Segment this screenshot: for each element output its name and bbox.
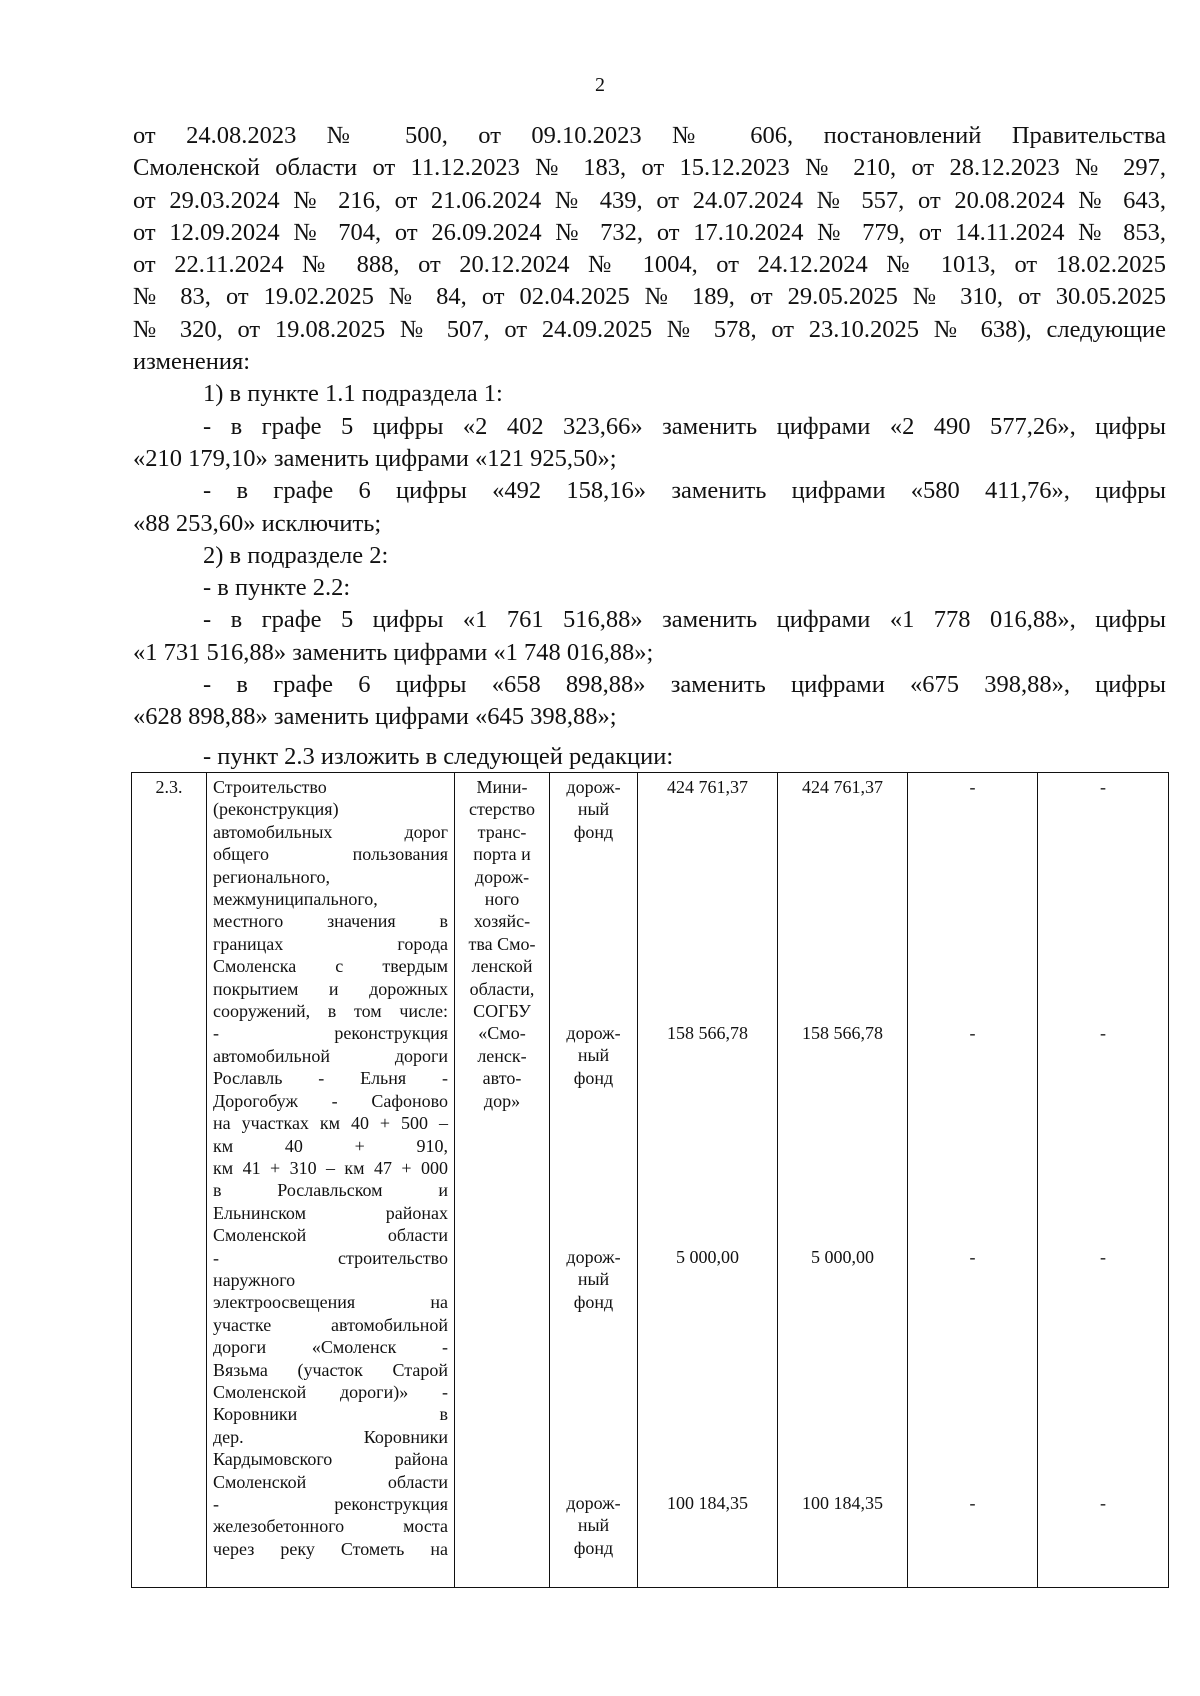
col7-value: - [969, 1493, 976, 1513]
col8-cell [1038, 773, 1169, 1588]
item-1b-line: - в графе 6 цифры «492 158,16» заменить цифрами «580 411,76», цифры [203, 477, 1166, 505]
intro-line: от 29.03.2024 № 216, от 21.06.2024 № 439, от 24.07.2024 № 557, от 20.08.2024 № 643, [133, 186, 1166, 214]
item-2c-line: - пункт 2.3 изложить в следующей редакции: [203, 743, 674, 770]
source-line: ный [577, 799, 610, 820]
source-line: дорож- [566, 1247, 621, 1267]
desc-line: покрытием и дорожных [213, 978, 448, 999]
col5-cell [638, 773, 778, 1588]
col7-value: - [969, 1247, 976, 1267]
source-line: фонд [573, 1537, 614, 1558]
item-2a-line: «1 731 516,88» заменить цифрами «1 748 016,88»; [133, 638, 654, 666]
col5-value: 158 566,78 [667, 1023, 748, 1043]
page-number: 2 [595, 74, 605, 96]
desc-line: наружного [213, 1269, 296, 1290]
desc-line: через реку Стометь на [213, 1538, 448, 1559]
desc-line: Кардымовского района [213, 1449, 448, 1470]
desc-line: - строительство [213, 1247, 448, 1268]
col5-value: 424 761,37 [667, 777, 748, 797]
col7-cell [908, 773, 1038, 1588]
item-2-subheading: - в пункте 2.2: [203, 574, 351, 602]
item-1a-line: «210 179,10» заменить цифрами «121 925,50»; [133, 444, 617, 472]
source-block-2 [556, 1022, 631, 1246]
intro-paragraph [133, 120, 1166, 734]
description-main [213, 776, 448, 1022]
source-line: ный [577, 1269, 610, 1290]
source-block-3 [556, 1246, 631, 1492]
intro-line: Смоленской области от 11.12.2023 № 183, от 15.12.2023 № 210, от 28.12.2023 № 297, [133, 154, 1166, 182]
source-line: ный [577, 1515, 610, 1536]
desc-line: Коровники в [213, 1404, 448, 1425]
item-1b-line: «88 253,60» исключить; [133, 509, 382, 537]
executor-line: ного [484, 889, 520, 910]
desc-line: км 41 + 310 – км 47 + 000 [213, 1157, 448, 1178]
desc-line: электроосвещения на [213, 1292, 448, 1313]
col6-cell [778, 773, 908, 1588]
desc-line: Строительство [213, 777, 327, 797]
desc-line: сооружений, в том числе: [213, 1001, 448, 1022]
executor-line: ленск- [477, 1045, 527, 1066]
col5-value: 5 000,00 [676, 1247, 739, 1267]
executor-line: тва Смо- [468, 933, 536, 954]
item-2a-line: - в графе 5 цифры «1 761 516,88» заменить цифрами «1 778 016,88», цифры [203, 606, 1166, 634]
executor-line: порта и [473, 844, 531, 865]
desc-line: общего пользования [213, 844, 448, 865]
executor-line: области, [469, 978, 535, 999]
desc-line: межмуниципального, [213, 889, 378, 910]
description-cell [207, 773, 455, 1588]
source-line: ный [577, 1045, 610, 1066]
intro-line: изменения: [133, 348, 251, 376]
source-line: дорож- [566, 1023, 621, 1043]
intro-line: от 22.11.2024 № 888, от 20.12.2024 № 1004, от 24.12.2024 № 1013, от 18.02.2025 [133, 251, 1166, 279]
executor-line: Мини- [476, 777, 528, 797]
executor-line: дор» [483, 1090, 521, 1111]
description-sub2 [213, 1247, 448, 1493]
col5-value: 100 184,35 [667, 1493, 748, 1513]
item-1-heading: 1) в пункте 1.1 подраздела 1: [203, 380, 503, 408]
desc-line: участке автомобильной [213, 1314, 448, 1335]
desc-line: дороги «Смоленск - [213, 1337, 448, 1358]
desc-line: в Рославльском и [213, 1180, 448, 1201]
desc-line: (реконструкция) [213, 799, 339, 820]
desc-line: Ельнинском районах [213, 1202, 448, 1223]
col7-value: - [969, 777, 976, 797]
desc-line: Смоленской области [213, 1225, 448, 1246]
desc-line: на участках км 40 + 500 – [213, 1113, 448, 1134]
source-line: фонд [573, 1067, 614, 1088]
desc-line: регионального, [213, 866, 331, 887]
executor-line: СОГБУ [473, 1001, 531, 1022]
executor-line: хозяйс- [473, 911, 531, 932]
desc-line: местного значения в [213, 911, 448, 932]
desc-line: автомобильных дорог [213, 821, 448, 842]
desc-line: - реконструкция [213, 1494, 448, 1514]
intro-line: от 24.08.2023 № 500, от 09.10.2023 № 606, постановлений Правительства [133, 122, 1166, 149]
desc-line: км 40 + 910, [213, 1135, 448, 1156]
desc-line: границах города [213, 933, 448, 954]
table-row [132, 773, 1169, 1588]
intro-line: № 320, от 19.08.2025 № 507, от 24.09.2025 № 578, от 23.10.2025 № 638), следующие [133, 315, 1166, 343]
item-number: 2.3. [155, 777, 183, 797]
col6-value: 158 566,78 [802, 1023, 883, 1043]
desc-line: Рославль - Ельня - [213, 1068, 448, 1089]
executor-line: транс- [477, 821, 527, 842]
source-block-4 [556, 1492, 631, 1559]
desc-line: Смоленска с твердым [213, 956, 448, 977]
source-line: фонд [573, 1291, 614, 1312]
executor-line: дорож- [474, 866, 530, 887]
executor-line: ленской [471, 956, 533, 977]
desc-line: железобетонного моста [213, 1516, 448, 1537]
item-2-heading: 2) в подразделе 2: [203, 541, 389, 569]
source-cell [550, 773, 638, 1588]
desc-line: Смоленской области [213, 1471, 448, 1492]
item-number-cell [132, 773, 207, 1588]
source-line: дорож- [566, 1493, 621, 1513]
source-line: фонд [573, 821, 614, 842]
item-2b-line: - в графе 6 цифры «658 898,88» заменить цифрами «675 398,88», цифры [203, 671, 1166, 699]
col8-value: - [1100, 1247, 1106, 1267]
executor-line: стерство [468, 799, 536, 820]
desc-line: Вязьма (участок Старой [213, 1359, 448, 1380]
intro-line: № 83, от 19.02.2025 № 84, от 02.04.2025 № 189, от 29.05.2025 № 310, от 30.05.2025 [133, 283, 1166, 311]
col6-value: 5 000,00 [811, 1247, 874, 1267]
executor-line: «Смо- [478, 1023, 526, 1044]
executor-cell [455, 773, 550, 1588]
intro-line: от 12.09.2024 № 704, от 26.09.2024 № 732, от 17.10.2024 № 779, от 14.11.2024 № 853, [133, 218, 1166, 246]
col8-value: - [1100, 1023, 1106, 1043]
source-block-1 [556, 776, 631, 1022]
item-1a-line: - в графе 5 цифры «2 402 323,66» заменить цифрами «2 490 577,26», цифры [203, 412, 1166, 440]
description-sub3 [213, 1493, 448, 1560]
desc-line: - реконструкция [213, 1023, 448, 1044]
desc-line: Дорогобуж - Сафоново [213, 1090, 448, 1111]
description-sub1 [213, 1022, 448, 1246]
col6-value: 424 761,37 [802, 777, 883, 797]
desc-line: автомобильной дороги [213, 1045, 448, 1066]
col6-value: 100 184,35 [802, 1493, 883, 1513]
col8-value: - [1100, 777, 1106, 797]
desc-line: Смоленской дороги)» - [213, 1381, 448, 1402]
col8-value: - [1100, 1493, 1106, 1513]
source-line: дорож- [566, 777, 621, 797]
desc-line: дер. Коровники [213, 1426, 448, 1447]
executor-line: авто- [482, 1068, 522, 1089]
item-2b-line: «628 898,88» заменить цифрами «645 398,88»; [133, 703, 617, 731]
col7-value: - [969, 1023, 976, 1043]
program-table [131, 772, 1169, 1588]
